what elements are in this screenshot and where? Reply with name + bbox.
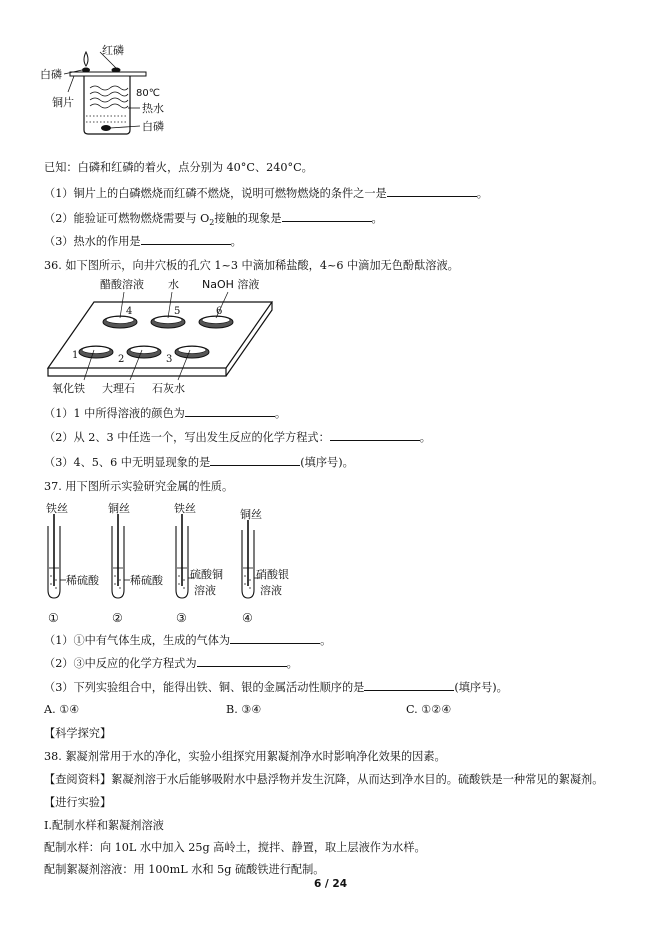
q37-stem: 37. 用下图所示实验研究金属的性质。 (44, 480, 234, 493)
q36-sub1-text: （1）1 中所得溶液的颜色为 (44, 407, 185, 420)
q38-stem: 38. 絮凝剂常用于水的净化，实验小组探究用絮凝剂净水时影响净化效果的因素。 (44, 750, 446, 763)
solution-label-3b: 溶液 (194, 584, 216, 597)
solution-label-4: 硝酸银 (256, 568, 289, 581)
solution-label-2: 稀硫酸 (130, 574, 163, 587)
tube-number-4: ④ (242, 611, 253, 625)
q35-sub3 (44, 234, 242, 250)
q38-water-sample: 配制水样：向 10L 水中加入 25g 高岭土，搅拌、静置，取上层液作为水样。 (44, 841, 426, 854)
q37-sub3-end: (填序号)。 (454, 681, 508, 694)
q35-sub2 (44, 211, 383, 231)
test-tube-2 (112, 514, 130, 598)
q38-info: 【查阅资料】絮凝剂溶于水后能够吸附水中悬浮物并发生沉降，从而达到净水目的。硫酸铁是一种常见的絮凝剂。 (44, 773, 604, 786)
q36-sub3-text: （3）4、5、6 中无明显现象的是 (44, 456, 211, 469)
q38-flocculant: 配制絮凝剂溶液：用 100mL 水和 5g 硫酸铁进行配制。 (44, 863, 325, 876)
label-white-phosphorus-top: 白磷 (40, 68, 62, 81)
solution-label-1: 稀硫酸 (66, 574, 99, 587)
label-white-phosphorus-bottom: 白磷 (142, 120, 164, 133)
well-num-4: 4 (126, 306, 133, 317)
answer-blank[interactable] (141, 234, 231, 245)
answer-blank[interactable] (364, 680, 454, 691)
well-label-acetic-acid: 醋酸溶液 (100, 278, 144, 291)
well-num-6: 6 (216, 306, 223, 317)
q37-sub2-text: （2）③中反应的化学方程式为 (44, 657, 197, 670)
well-plate-figure (44, 276, 284, 394)
q35-sub2-text: （2）能验证可燃物燃烧需要与 O (44, 212, 210, 225)
well-label-water: 水 (168, 278, 179, 291)
combustion-apparatus-figure (40, 42, 180, 138)
tube-number-1: ① (48, 611, 59, 625)
test-tube-1 (48, 514, 66, 598)
q36-sub2-text: （2）从 2、3 中任选一个，写出发生反应的化学方程式： (44, 431, 330, 444)
q36-sub3 (44, 455, 354, 471)
q37-sub2-end: 。 (286, 657, 298, 670)
answer-blank[interactable] (387, 186, 477, 197)
q35-sub2-end: 。 (371, 212, 383, 225)
q36-sub1 (44, 406, 286, 422)
q35-sub1-text: （1）铜片上的白磷燃烧而红磷不燃烧，说明可燃物燃烧的条件之一是 (44, 187, 387, 200)
answer-blank[interactable] (330, 430, 420, 441)
q37-sub1-text: （1）①中有气体生成，生成的气体为 (44, 634, 231, 647)
q35-sub3-text: （3）热水的作用是 (44, 235, 141, 248)
answer-blank[interactable] (210, 455, 300, 466)
q35-sub2-mid: 接触的现象是 (214, 212, 282, 225)
answer-blank[interactable] (185, 406, 275, 417)
option-c[interactable]: C. ①②④ (406, 703, 452, 716)
wire-label-2: 铜丝 (108, 502, 130, 515)
q37-sub2 (44, 656, 298, 672)
q35-sub1 (44, 186, 488, 202)
q38-part1: I.配制水样和絮凝剂溶液 (44, 819, 164, 832)
well-num-3: 3 (166, 354, 173, 365)
wire-label-4: 铜丝 (240, 508, 262, 521)
q35-known: 已知：白磷和红磷的着火，点分别为 40°C、240°C。 (44, 161, 313, 174)
test-tube-4 (242, 520, 260, 598)
option-b[interactable]: B. ③④ (226, 703, 262, 716)
label-copper-plate: 铜片 (52, 96, 74, 109)
answer-blank[interactable] (230, 633, 320, 644)
tube-number-3: ③ (176, 611, 187, 625)
q36-sub2-end: 。 (419, 431, 431, 444)
q36-stem: 36. 如下图所示，向井穴板的孔穴 1~3 中滴加稀盐酸，4~6 中滴加无色酚酞溶液。 (44, 259, 459, 272)
q37-options (44, 703, 644, 719)
label-temperature: 80℃ (136, 88, 160, 99)
well-label-limewater: 石灰水 (152, 382, 185, 394)
q37-sub3-text: （3）下列实验组合中，能得出铁、铜、银的金属活动性顺序的是 (44, 681, 365, 694)
q37-sub3 (44, 680, 508, 696)
section-heading: 【科学探究】 (44, 727, 112, 740)
well-label-marble: 大理石 (102, 382, 135, 394)
test-tubes-figure (36, 500, 306, 630)
well-label-iron-oxide: 氧化铁 (52, 382, 85, 394)
well-num-5: 5 (174, 306, 181, 317)
label-red-phosphorus: 红磷 (102, 44, 124, 57)
option-a[interactable]: A. ①④ (44, 703, 80, 716)
q36-sub1-end: 。 (274, 407, 287, 420)
answer-blank[interactable] (197, 656, 287, 667)
q35-sub2-subscript: 2 (209, 218, 215, 228)
label-hot-water: 热水 (142, 102, 164, 115)
q37-sub1-end: 。 (320, 634, 332, 647)
well-num-1: 1 (72, 350, 79, 361)
well-label-naoh: NaOH 溶液 (202, 278, 260, 291)
q35-sub1-end: 。 (476, 187, 488, 200)
answer-blank[interactable] (282, 211, 372, 222)
page-number: 6 / 24 (313, 878, 348, 890)
wire-label-1: 铁丝 (46, 502, 68, 515)
test-tube-3 (176, 514, 194, 598)
q36-sub2 (44, 430, 431, 446)
q37-sub1 (44, 633, 331, 649)
wire-label-3: 铁丝 (174, 502, 196, 515)
solution-label-3: 硫酸铜 (190, 568, 223, 581)
q38-experiment-heading: 【进行实验】 (44, 796, 112, 809)
solution-label-4b: 溶液 (260, 584, 282, 597)
q35-sub3-end: 。 (230, 235, 242, 248)
q36-sub3-end: (填序号)。 (300, 456, 354, 469)
well-num-2: 2 (118, 354, 125, 365)
tube-number-2: ② (112, 611, 123, 625)
